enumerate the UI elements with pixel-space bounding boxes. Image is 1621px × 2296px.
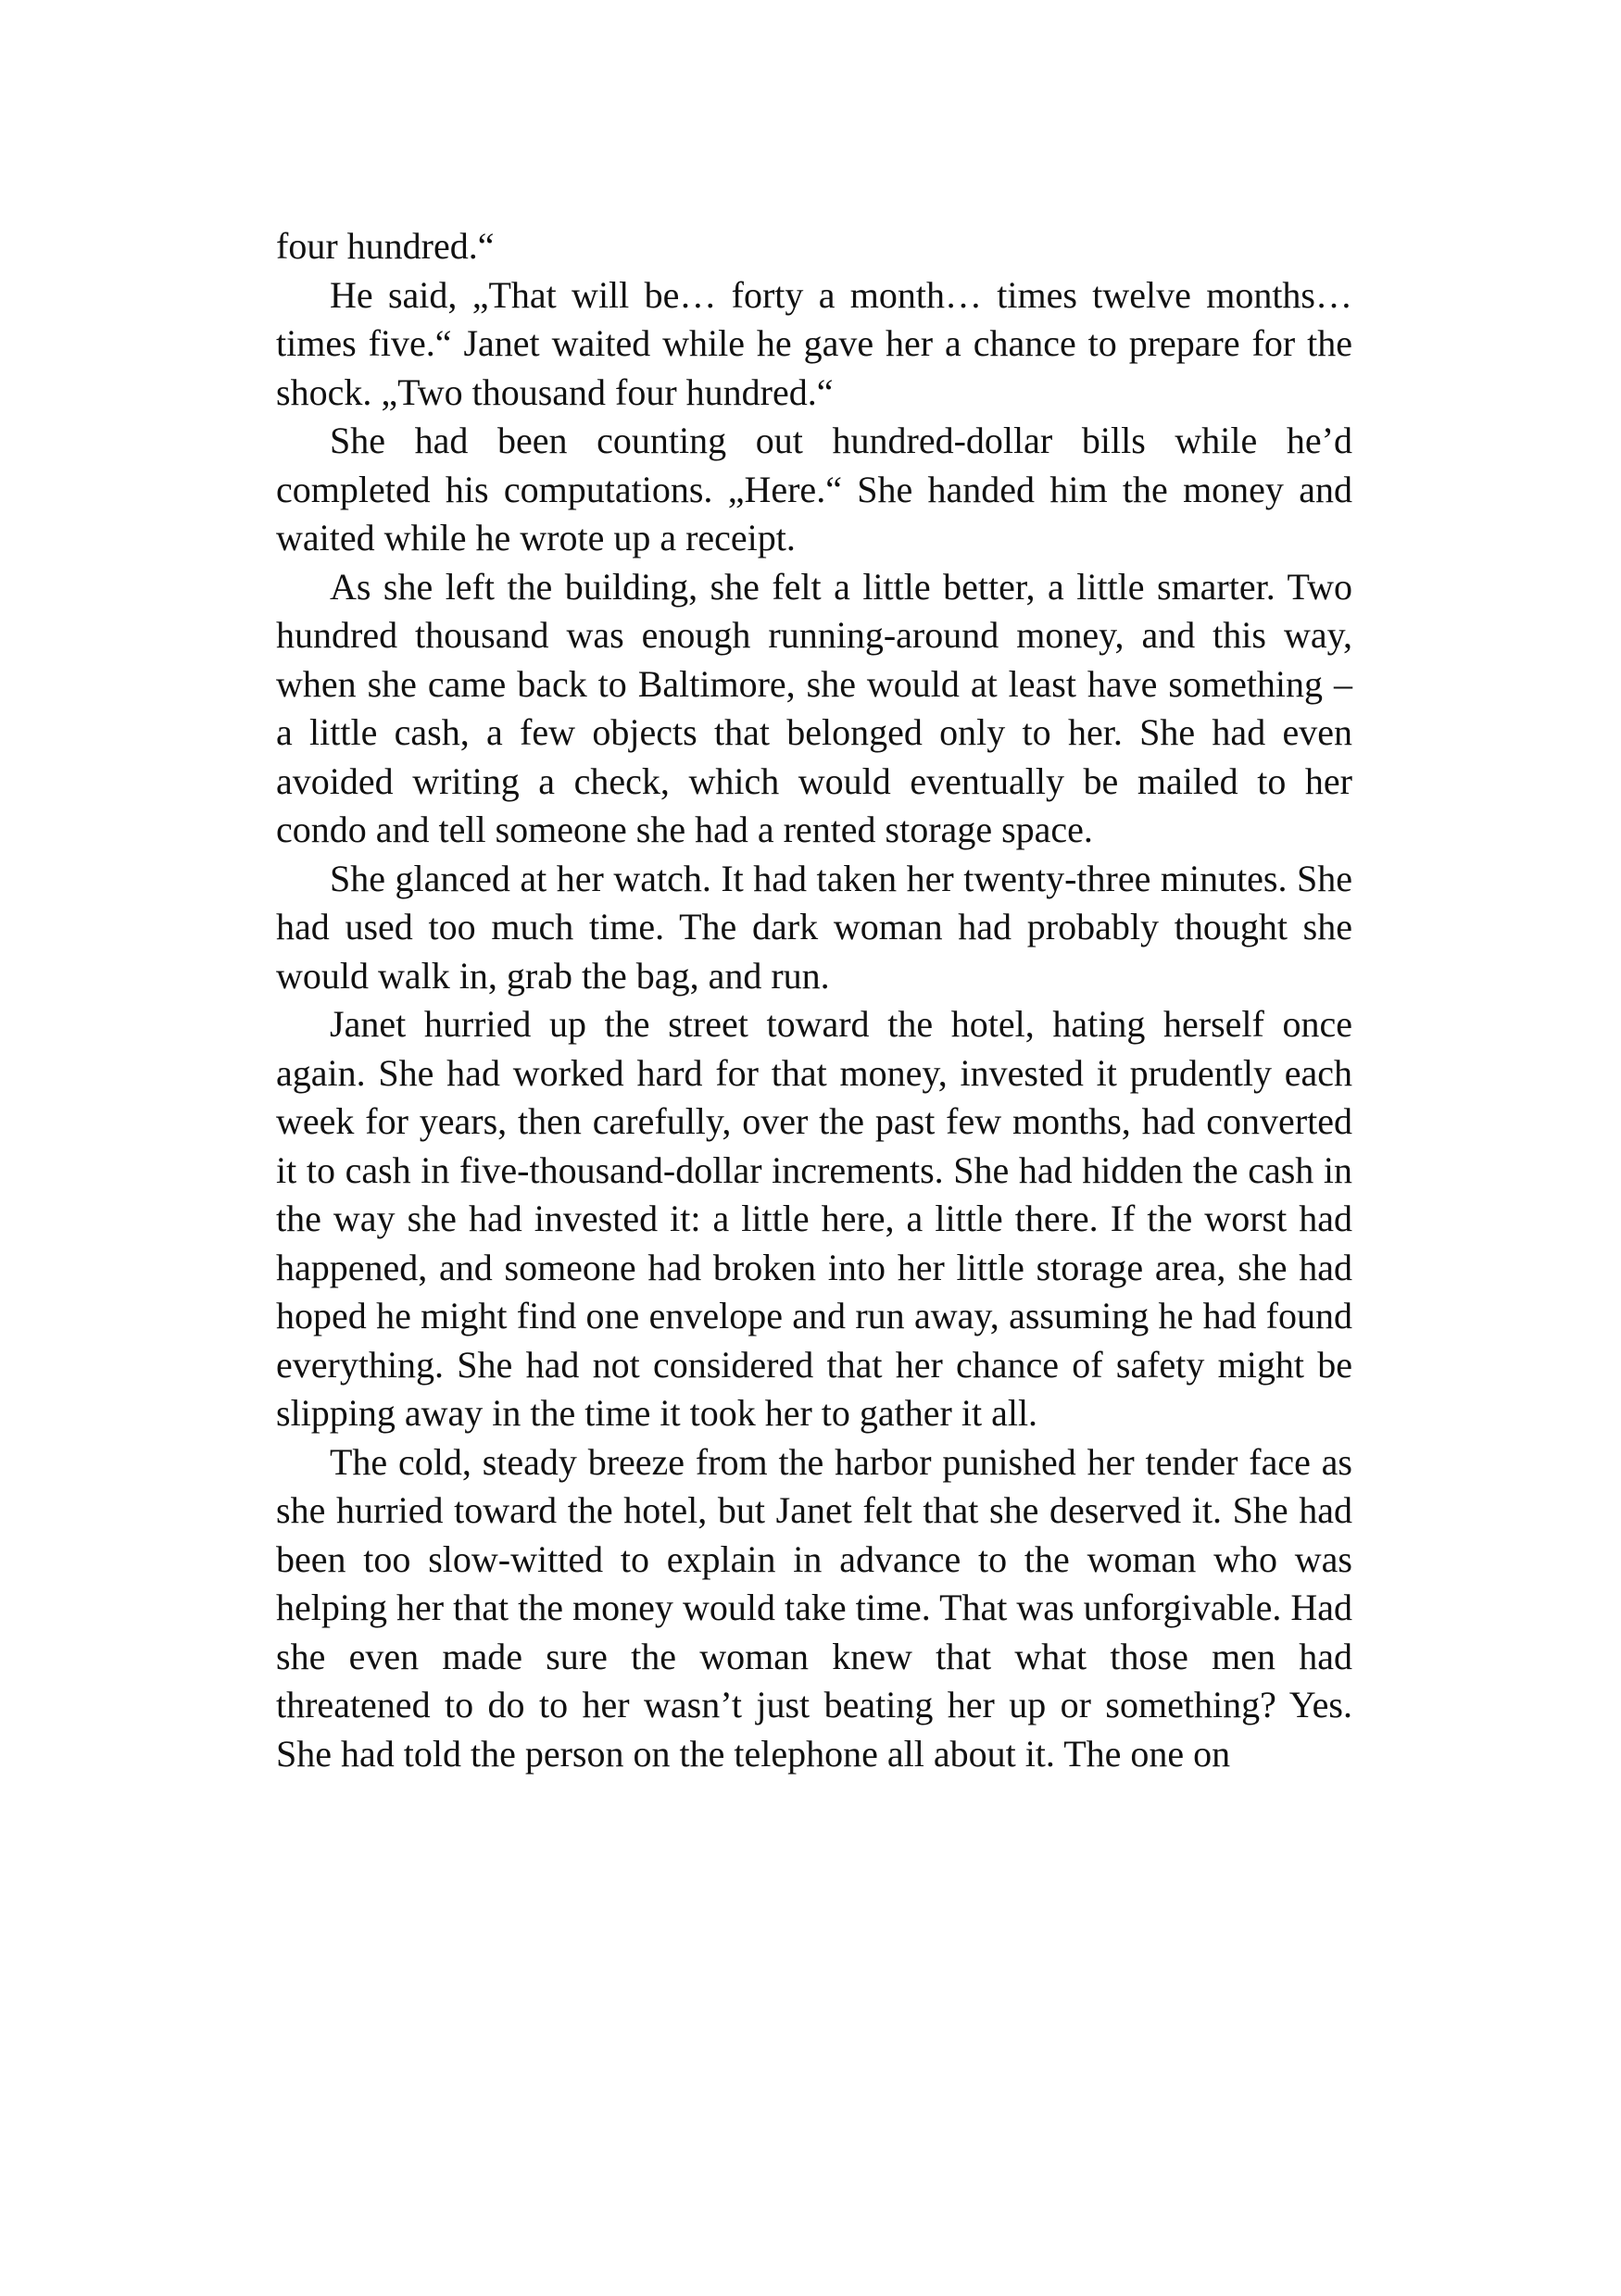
paragraph: The cold, steady breeze from the harbor punished her tender face as she hurried toward the hotel, but Janet felt that she deserved it. She had been too slow-witted to explain in advance to the woman who was helping her that the money would take time. That was unforgivable. Had she even made sure the woman knew that what those men had threatened to do to her wasn’t just beating her up or something? Yes. She had told the person on the telephone all about it. The one on — [276, 1440, 1352, 1775]
paragraph-continuation: four hundred.“ — [276, 225, 495, 267]
paragraph: As she left the building, she felt a little better, a little smarter. Two hundred thousand was enough running-around money, and this way, when she came back to Baltimore, she would at least have something – a little cash, a few objects that belonged only to her. She had even avoided writing a check, which would eventually be mailed to her condo and tell someone she had a rented storage space. — [276, 565, 1352, 850]
paragraph: She glanced at her watch. It had taken her twenty-three minutes. She had used too much time. The dark woman had probably thought she would walk in, grab the bag, and run. — [276, 857, 1352, 997]
paragraph: Janet hurried up the street toward the hotel, hating herself once again. She had worked hard for that money, invested it prudently each week for years, then carefully, over the past few months, had converted it to cash in five-thousand-dollar increments. She had hidden the cash in the way she had invested it: a little here, a little there. If the worst had happened, and someone had broken into her little storage area, she had hoped he might find one envelope and run away, assuming he had found everything. She had not considered that her chance of safety might be slipping away in the time it took her to gather it all. — [276, 1003, 1352, 1434]
paragraph: She had been counting out hundred-dollar bills while he’d completed his computations. „Here.“ She handed him the money and waited while he wrote up a receipt. — [276, 420, 1352, 558]
body-text — [276, 222, 1352, 1778]
paragraph: He said, „That will be… forty a month… times twelve months… times five.“ Janet waited while he gave her a chance to prepare for the shock. „Two thousand four hundred.“ — [276, 273, 1352, 413]
